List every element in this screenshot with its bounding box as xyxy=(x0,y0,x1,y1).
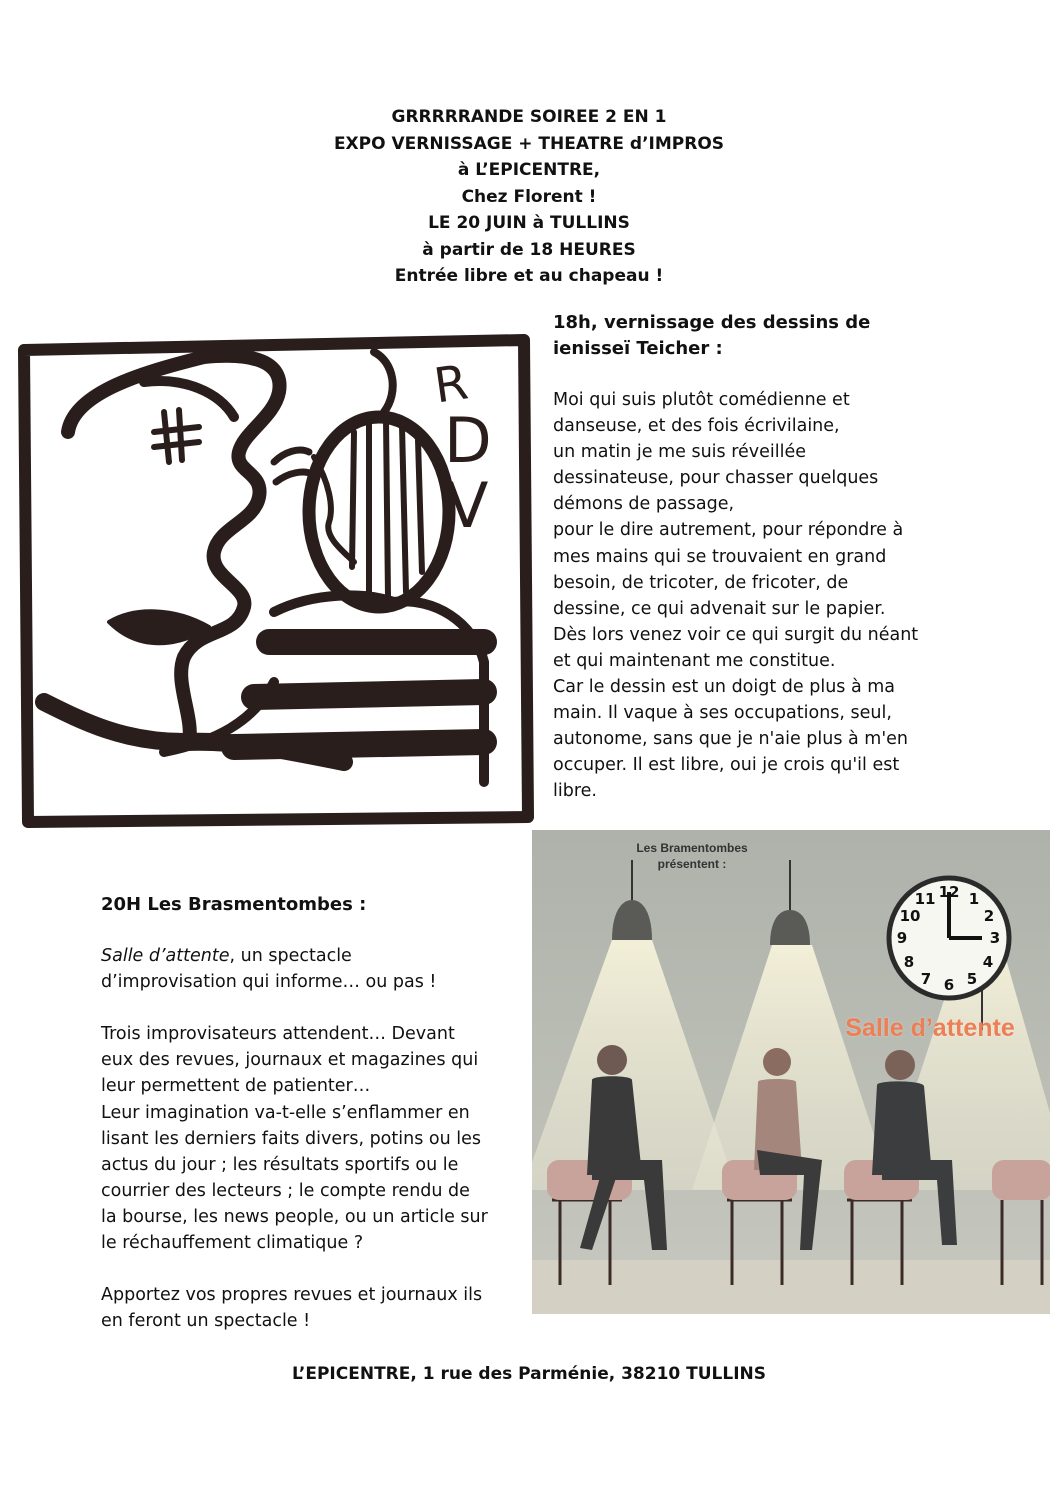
text-line: mes mains qui se trouvaient en grand xyxy=(553,546,887,567)
show-heading: 20H Les Brasmentombes : xyxy=(101,894,367,915)
salle-attente-poster xyxy=(532,830,1050,1314)
text-line: et qui maintenant me constitue. xyxy=(553,650,836,671)
clock-number: 4 xyxy=(982,953,994,971)
header-line: à partir de 18 HEURES xyxy=(422,239,636,260)
artwork-letter: D xyxy=(444,404,492,477)
text-line: dessine, ce qui advenait sur le papier. xyxy=(553,598,886,619)
clock-number: 11 xyxy=(914,890,936,908)
text-line: danseuse, et des fois écrivilaine, xyxy=(553,416,840,437)
header-line: LE 20 JUIN à TULLINS xyxy=(428,213,630,233)
text-line: main. Il vaque à ses occupations, seul, xyxy=(553,703,892,724)
clock-number: 1 xyxy=(968,890,980,908)
artwork-letter: R xyxy=(430,354,472,415)
text-line xyxy=(101,1256,531,1282)
text-line: pour le dire autrement, pour répondre à xyxy=(553,520,904,541)
show-title-italic: Salle d’attente xyxy=(101,946,230,966)
text-line: actus du jour ; les résultats sportifs ou le xyxy=(101,1154,459,1175)
vernissage-heading-line: ienisseï Teicher : xyxy=(553,338,723,359)
text-line: Leur imagination va-t-elle s’enflammer en xyxy=(101,1102,470,1123)
vernissage-text xyxy=(553,387,993,805)
text-line: leur permettent de patienter… xyxy=(101,1076,371,1097)
vernissage-heading xyxy=(553,310,973,362)
header-line: à L’EPICENTRE, xyxy=(457,160,601,180)
text-line xyxy=(101,995,531,1021)
header-line: EXPO VERNISSAGE + THEATRE d’IMPROS xyxy=(333,133,725,154)
text-line: Trois improvisateurs attendent… Devant xyxy=(101,1024,455,1045)
text-fragment: , un spectacle xyxy=(229,946,352,966)
show-text xyxy=(101,943,531,1334)
text-line: occuper. Il est libre, oui je crois qu'il est xyxy=(553,755,900,776)
text-line: besoin, de tricoter, de fricoter, de xyxy=(553,572,849,593)
clock-face-numbers xyxy=(532,830,1050,1314)
text-line: Car le dessin est un doigt de plus à ma xyxy=(553,677,896,698)
text-line: en feront un spectacle ! xyxy=(101,1311,311,1332)
header-line: Entrée libre et au chapeau ! xyxy=(394,266,664,286)
text-line: d’improvisation qui informe… ou pas ! xyxy=(101,972,437,993)
clock-number: 12 xyxy=(938,883,960,901)
clock-number: 7 xyxy=(920,970,932,988)
artwork-letter: V xyxy=(446,469,489,542)
clock-number: 10 xyxy=(899,907,921,925)
clock-number: 2 xyxy=(983,907,995,925)
text-line: lisant les derniers faits divers, potins ou les xyxy=(101,1128,481,1149)
clock-number: 8 xyxy=(903,953,915,971)
clock-number: 9 xyxy=(896,929,908,947)
text-line: un matin je me suis réveillée xyxy=(553,442,807,463)
text-line: eux des revues, journaux et magazines qui xyxy=(101,1050,479,1071)
text-line: démons de passage, xyxy=(553,494,735,515)
text-line: dessinateuse, pour chasser quelques xyxy=(553,468,879,489)
text-line: Apportez vos propres revues et journaux ils xyxy=(101,1285,483,1306)
clock-number: 5 xyxy=(966,970,978,988)
text-line: courrier des lecteurs ; le compte rendu de xyxy=(101,1180,470,1201)
presenter-line: présentent : xyxy=(657,857,727,871)
text-line: autonome, sans que je n'aie plus à m'en xyxy=(553,729,909,750)
ink-drawing-artwork xyxy=(14,322,536,832)
poster-title: Salle d’attente xyxy=(845,1014,1015,1042)
presenter-line: Les Bramentombes xyxy=(636,841,748,855)
header-line: GRRRRRANDE SOIREE 2 EN 1 xyxy=(391,107,667,127)
clock-number: 3 xyxy=(989,929,1001,947)
event-header xyxy=(229,104,829,290)
text-line: Moi qui suis plutôt comédienne et xyxy=(553,390,850,410)
text-line: Dès lors venez voir ce qui surgit du néant xyxy=(553,624,919,645)
header-line: Chez Florent ! xyxy=(461,186,597,207)
clock-number: 6 xyxy=(943,976,955,994)
text-line: le réchauffement climatique ? xyxy=(101,1233,364,1254)
text-line: libre. xyxy=(553,781,597,802)
vernissage-heading-line: 18h, vernissage des dessins de xyxy=(553,312,871,333)
venue-address: L’EPICENTRE, 1 rue des Parménie, 38210 TULLINS xyxy=(291,1364,767,1384)
text-line: la bourse, les news people, ou un article sur xyxy=(101,1206,488,1227)
text-line xyxy=(101,943,531,969)
